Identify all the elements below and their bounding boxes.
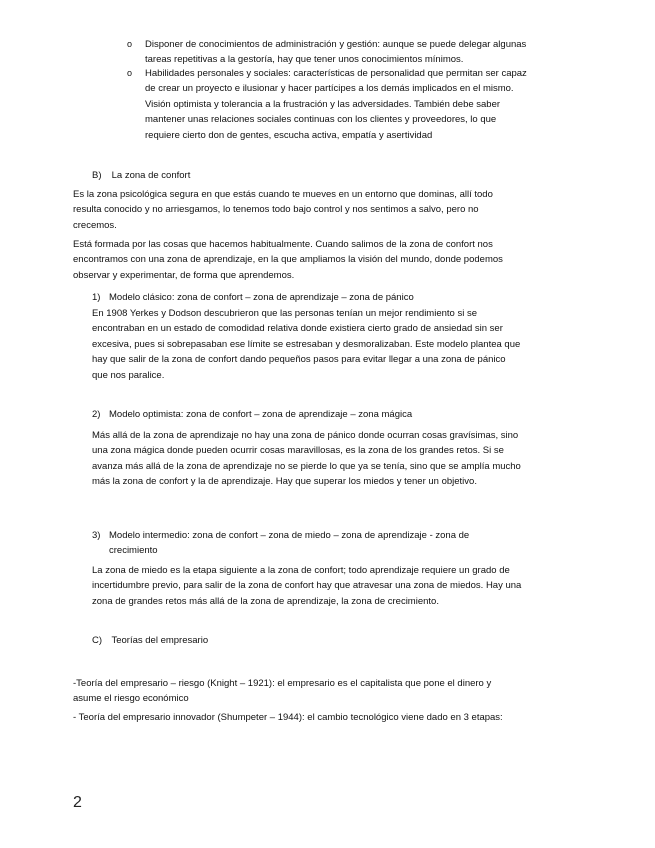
model-title: Modelo optimista: zona de confort – zona de aprendizaje – zona mágica <box>109 409 413 420</box>
paragraph: Es la zona psicológica segura en que estás cuando te mueves en un entorno que dominas, allí todo resulta conocido y no arriesgamos, lo tenemos todo bajo control y nos sentimos a salvo, pero no crecemos. <box>73 189 493 231</box>
paragraph: Está formada por las cosas que hacemos habitualmente. Cuando salimos de la zona de confort nos encontramos con una zona de aprendizaje, en la que ampliamos la visión del mundo, donde podemos observar y experimentar, de forma que aprendemos. <box>73 239 503 281</box>
paragraph: En 1908 Yerkes y Dodson descubrieron que las personas tenían un mejor rendimiento si se encontraban en un estado de comodidad relativa donde existiera cierto grado de ansiedad sin ser excesiva, pues si sobrepasaban ese límite se estresaban y desmoralizaban. Este modelo plantea que hay que salir de la zona de confort dando pequeños pasos para evitar llegar a una zona de pánico que nos paralice. <box>92 308 521 381</box>
bullet-marker: o <box>127 68 133 78</box>
section-heading-b <box>92 168 190 183</box>
model-label: 2) <box>92 409 101 420</box>
section-label: C) <box>92 635 103 646</box>
bullet-text: Disponer de conocimientos de administración y gestión: aunque se puede delegar algunas tareas repetitivas a la gestoría, hay que tener unos conocimientos mínimos. <box>145 39 527 66</box>
model-heading-2 <box>92 407 512 422</box>
paragraph: Más allá de la zona de aprendizaje no hay una zona de pánico donde ocurran cosas gravísimas, sino una zona mágica donde pueden ocurrir cosas maravillosas, es la zona de los grandes retos. Si se avanza más allá de la zona de aprendizaje no se pierde lo que ya se tenía, sino que se amplía mucho más la zona de confort y la de aprendizaje. Hay que superar los miedos y tener un objetivo. <box>92 430 521 488</box>
section-label: B) <box>92 170 102 181</box>
bullet-item <box>127 37 527 68</box>
paragraph: -Teoría del empresario – riesgo (Knight – 1921): el empresario es el capitalista que pone el dinero y asume el riesgo económico <box>73 678 492 705</box>
section-title: Teorías del empresario <box>111 635 209 646</box>
model-label: 1) <box>92 292 101 303</box>
bullet-text: Habilidades personales y sociales: características de personalidad que permitan ser capaz de crear un proyecto e ilusionar y hacer partícipes a los demás implicados en el mismo. Visión optimista y tolerancia a la frustración y las adversidades. También debe saber mantener unas relaciones sociales continuas con los clientes y proveedores, lo que requiere cierto don de gentes, escucha activa, empatía y asertividad <box>145 68 527 141</box>
section-heading-c <box>92 633 208 648</box>
section-title: La zona de confort <box>111 170 191 181</box>
bullet-item <box>127 66 527 143</box>
paragraph: - Teoría del empresario innovador (Shumpeter – 1944): el cambio tecnológico viene dado en 3 etapas: <box>73 712 503 723</box>
model-heading-3 <box>92 528 512 559</box>
model-title: Modelo intermedio: zona de confort – zona de miedo – zona de aprendizaje - zona de crecimiento <box>109 530 470 557</box>
model-title: Modelo clásico: zona de confort – zona de aprendizaje – zona de pánico <box>109 292 414 303</box>
paragraph: La zona de miedo es la etapa siguiente a la zona de confort; todo aprendizaje requiere un grado de incertidumbre previo, para salir de la zona de confort hay que atravesar una zona de miedos. Hay una zona de grandes retos más allá de la zona de aprendizaje, la zona de crecimiento. <box>92 565 522 607</box>
bullet-marker: o <box>127 39 133 49</box>
model-label: 3) <box>92 530 101 541</box>
page-number: 2 <box>73 794 82 811</box>
model-heading-1 <box>92 290 512 305</box>
